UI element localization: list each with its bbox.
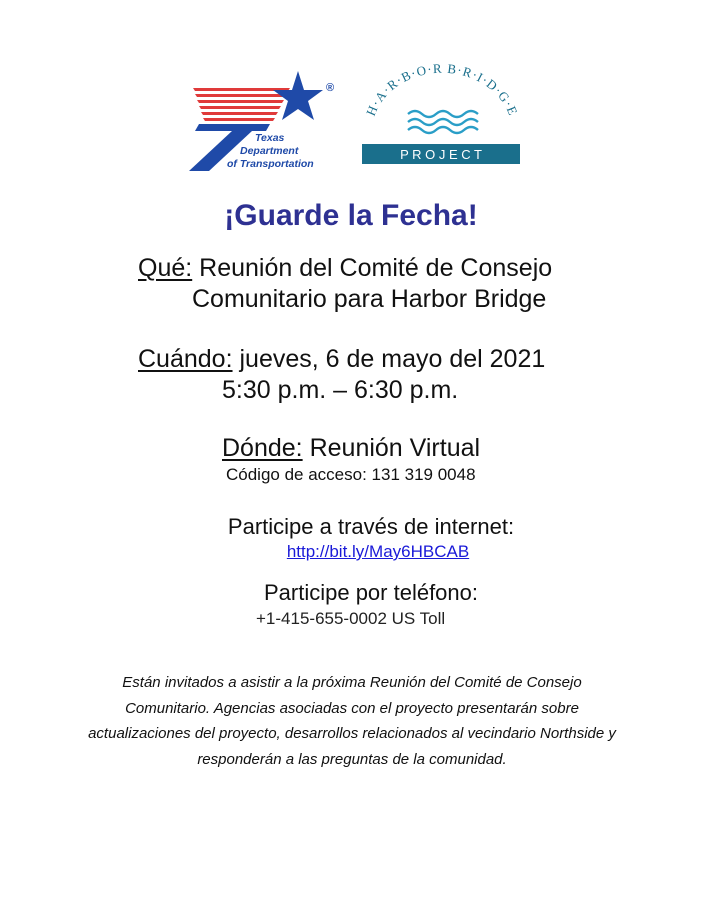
txdot-star-icon: [273, 71, 323, 120]
txdot-t-bar: [195, 124, 270, 131]
what-row: [138, 254, 552, 283]
txdot-registered-mark: ®: [326, 82, 335, 94]
harbor-bridge-banner-text: P R O J E C T: [400, 147, 482, 162]
phone-number: +1-415-655-0002 US Toll: [256, 609, 446, 628]
harbor-bridge-waves-icon: [408, 111, 478, 133]
what-line2: Comunitario para Harbor Bridge: [192, 285, 547, 313]
when-time: 5:30 p.m. – 6:30 p.m.: [222, 376, 459, 404]
when-row: [138, 345, 545, 374]
txdot-name-line3: of Transportation: [227, 158, 314, 170]
where-row: [222, 434, 480, 463]
harbor-bridge-logo: [362, 61, 521, 164]
invitation-note: Están invitados a asistir a la próxima Reunión del Comité de Consejo Comunitario. Agencias asociadas con el proyecto presentarán sobre actualizaciones del proyecto, desarrollos relacionados al vecindario Northside y responderán a las preguntas de la comunidad.: [88, 674, 616, 768]
when-label: Cuándo:: [138, 345, 233, 373]
logo-header: [0, 0, 702, 190]
txdot-logo: [189, 71, 334, 171]
what-line1: Reunión del Comité de Consejo: [199, 254, 553, 282]
where-value: Reunión Virtual: [309, 434, 481, 462]
when-date: jueves, 6 de mayo del 2021: [239, 345, 546, 373]
where-label: Dónde:: [222, 434, 303, 462]
page-title: ¡Guarde la Fecha!: [224, 199, 478, 232]
txdot-name-line1: Texas: [255, 132, 285, 144]
access-code: Código de acceso: 131 319 0048: [226, 465, 476, 484]
what-label: Qué:: [138, 254, 193, 282]
internet-heading: Participe a través de internet:: [227, 514, 515, 539]
txdot-name-line2: Department: [240, 145, 299, 157]
phone-heading: Participe por teléfono:: [263, 580, 479, 605]
harbor-bridge-arc-text: H·A·R·B·O·R B·R·I·D·G·E: [363, 60, 521, 118]
txdot-stripes: [193, 88, 290, 121]
meeting-link[interactable]: http://bit.ly/May6HBCAB: [286, 542, 470, 561]
